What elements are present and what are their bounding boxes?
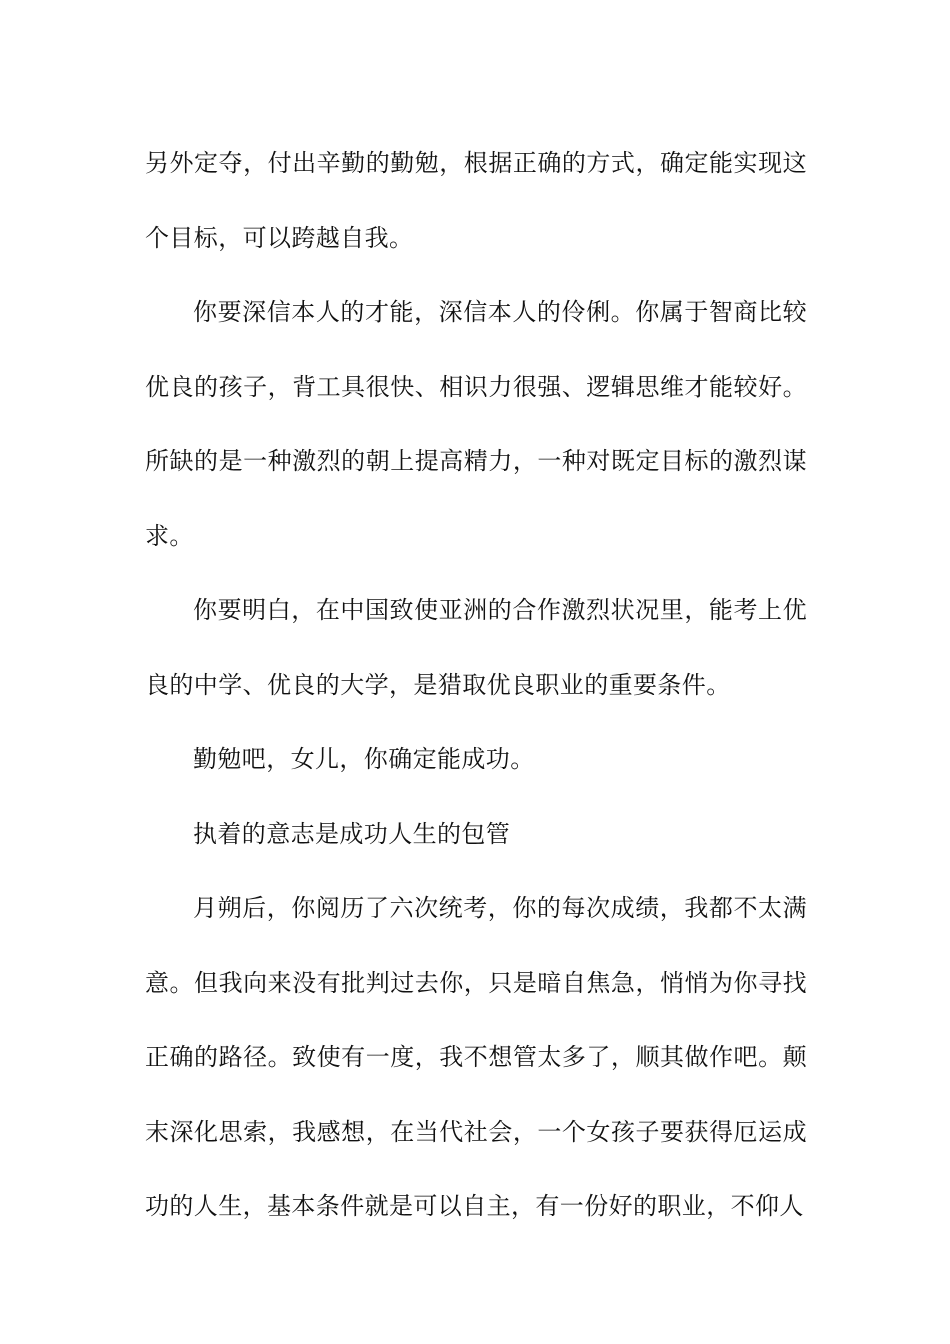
paragraph-4: 勤勉吧，女儿，你确定能成功。: [193, 745, 535, 773]
paragraph-5: 月朔后，你阅历了六次统考，你的每次成绩，我都不太满意。但我向来没有批判过去你，只是暗自焦急，悄悄为你寻找正确的路径。致使有一度，我不想管太多了，顺其做作吧。颠末深化思索，我感想，在当代社会，一个女孩子要获得厄运成功的人生，基本条件就是可以自主，有一份好的职业，不仰人: [145, 894, 807, 1220]
paragraph-1: 另外定夺，付出辛勤的勤勉，根据正确的方式，确定能实现这个目标，可以跨越自我。: [145, 149, 807, 252]
document-body: [145, 126, 807, 1244]
paragraph-2: 你要深信本人的才能，深信本人的伶俐。你属于智商比较优良的孩子，背工具很快、相识力很强、逻辑思维才能较好。所缺的是一种激烈的朝上提高精力，一种对既定目标的激烈谋求。: [145, 298, 807, 550]
paragraph-3: 你要明白，在中国致使亚洲的合作激烈状况里，能考上优良的中学、优良的大学，是猎取优良职业的重要条件。: [145, 596, 807, 699]
section-heading: 执着的意志是成功人生的包管: [193, 819, 511, 848]
